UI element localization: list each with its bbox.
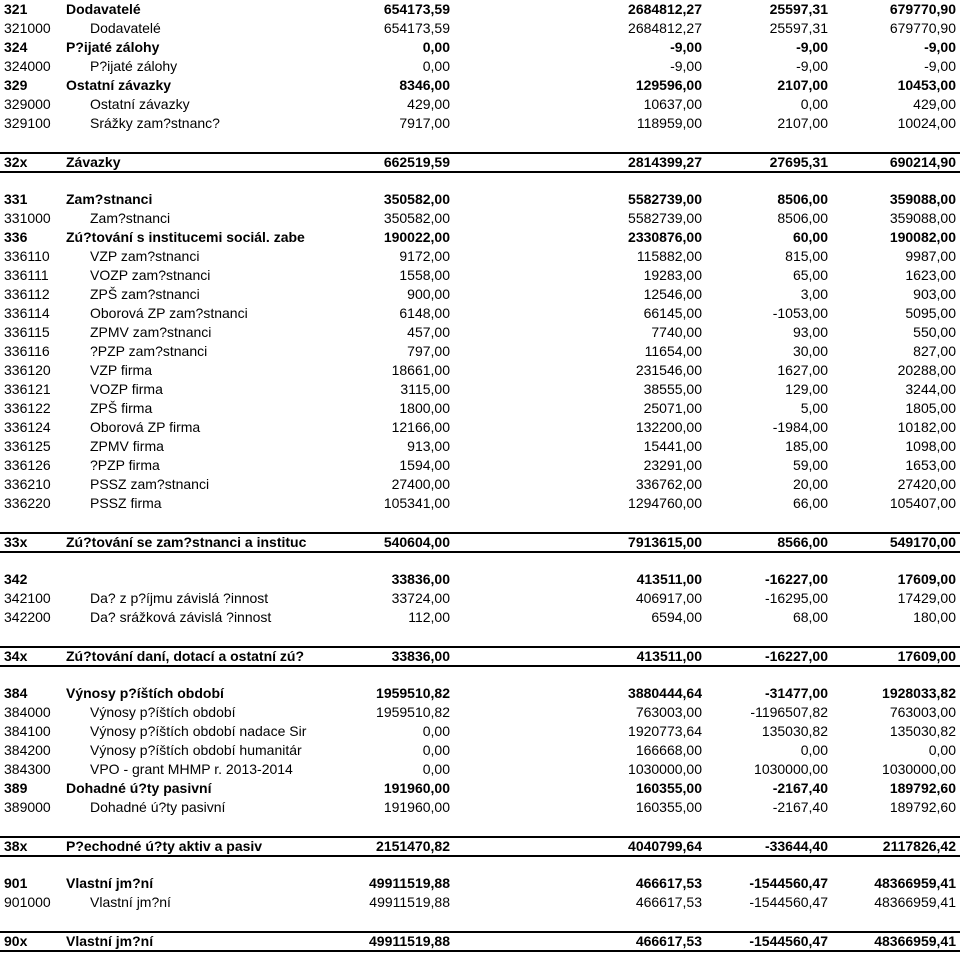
value-col-3: -9,00 [796,58,828,74]
table-row [0,114,960,133]
value-col-1: 8346,00 [399,77,450,93]
value-col-4: -9,00 [924,58,956,74]
account-code: 389000 [4,799,51,815]
account-name: Ostatní závazky [90,96,190,112]
account-name: Vlastní jm?ní [66,875,154,891]
account-code: 321 [4,1,28,17]
value-col-3: -2167,40 [772,799,828,815]
account-code: 342100 [4,590,51,606]
value-col-4: 17429,00 [897,590,956,606]
value-col-4: 189792,60 [889,799,956,815]
value-col-3: 0,00 [800,96,828,112]
value-col-2: 6594,00 [651,609,702,625]
value-col-4: 0,00 [928,742,956,758]
value-col-3: 30,00 [792,343,828,359]
value-col-4: 189792,60 [889,780,956,796]
table-row [0,456,960,475]
table-row [0,361,960,380]
value-col-1: 0,00 [422,723,450,739]
value-col-4: 429,00 [913,96,956,112]
value-col-1: 457,00 [407,324,450,340]
value-col-4: 48366959,41 [874,933,956,949]
value-col-2: 466617,53 [635,894,702,910]
account-name: Zú?tování se zam?stnanci a instituc [66,534,307,550]
value-col-4: 190082,00 [889,229,956,245]
value-col-4: 1030000,00 [882,761,956,777]
value-col-4: 17609,00 [897,648,956,664]
value-col-4: 135030,82 [889,723,956,739]
value-col-1: 49911519,88 [369,894,450,910]
table-row [0,437,960,456]
account-name [66,570,330,589]
group-row [0,190,960,209]
value-col-1: 654173,59 [383,20,450,36]
value-col-2: 336762,00 [635,476,702,492]
account-code: 384 [4,685,28,701]
value-col-3: -2167,40 [772,780,828,796]
account-name: ZPŠ zam?stnanci [90,286,200,302]
table-row [0,760,960,779]
value-col-1: 913,00 [407,438,450,454]
value-col-3: 8506,00 [777,210,828,226]
table-row [0,399,960,418]
value-col-1: 49911519,88 [369,933,450,949]
group-row [0,570,960,589]
value-col-2: 2684812,27 [628,20,702,36]
value-col-1: 654173,59 [383,1,450,17]
value-col-4: 550,00 [913,324,956,340]
account-code: 331000 [4,210,51,226]
value-col-1: 900,00 [407,286,450,302]
value-col-4: 1653,00 [905,457,956,473]
value-col-2: 2330876,00 [628,229,702,245]
account-name: Výnosy p?íštích období humanitár [90,742,302,758]
value-col-2: 19283,00 [643,267,702,283]
value-col-3: 25597,31 [769,1,828,17]
value-col-2: 7913615,00 [628,534,702,550]
account-name: Výnosy p?íštích období nadace Sir [90,723,307,739]
value-col-1: 0,00 [422,761,450,777]
value-col-4: 549170,00 [889,534,956,550]
value-col-2: -9,00 [670,58,702,74]
account-code: 331 [4,191,28,207]
table-row [0,418,960,437]
value-col-2: 160355,00 [635,799,702,815]
value-col-2: 1920773,64 [628,723,702,739]
account-name: Zam?stnanci [90,210,171,226]
account-name: P?ijaté zálohy [66,39,160,55]
value-col-1: 112,00 [408,609,450,625]
value-col-1: 0,00 [422,58,450,74]
value-col-3: -1544560,47 [749,933,828,949]
value-col-4: 1623,00 [905,267,956,283]
value-col-3: -16227,00 [764,571,828,587]
value-col-4: 1098,00 [905,438,956,454]
value-col-3: 66,00 [792,495,828,511]
account-code: 336110 [4,248,50,264]
account-code: 336 [4,229,28,245]
account-code: 384300 [4,761,51,777]
account-name: ?PZP zam?stnanci [90,343,208,359]
value-col-3: 815,00 [785,248,828,264]
value-col-2: 132200,00 [635,419,702,435]
account-name: Výnosy p?íštích období [90,704,236,720]
account-name: Dodavatelé [66,1,141,17]
account-name: VZP firma [90,362,152,378]
account-code: 329000 [4,96,51,112]
value-col-2: 3880444,64 [628,685,702,701]
account-name: ZPMV firma [90,438,164,454]
account-name: VPO - grant MHMP r. 2013-2014 [90,761,293,777]
value-col-3: 0,00 [800,742,828,758]
account-code: 901000 [4,894,51,910]
table-row [0,722,960,741]
account-name: PSSZ zam?stnanci [90,476,210,492]
table-row [0,608,960,627]
value-col-2: 413511,00 [636,571,702,587]
account-name: Zú?tování s institucemi sociál. zabe [66,229,305,245]
account-code: 336124 [4,419,51,435]
value-col-2: 115882,00 [636,248,702,264]
account-name: Zú?tování daní, dotací a ostatní zú? [66,648,305,664]
account-code: 336121 [4,381,51,397]
account-name: Da? z p?íjmu závislá ?innost [90,590,269,606]
account-code: 389 [4,780,28,796]
account-code: 336111 [4,267,49,283]
value-col-2: 23291,00 [643,457,702,473]
value-col-3: 20,00 [792,476,828,492]
account-code: 321000 [4,20,51,36]
account-code: 336120 [4,362,51,378]
account-code: 324 [4,39,28,55]
value-col-2: 2814399,27 [628,154,702,170]
value-col-2: 160355,00 [635,780,702,796]
value-col-4: 5095,00 [905,305,956,321]
value-col-1: 49911519,88 [369,875,450,891]
account-name: VZP zam?stnanci [90,248,200,264]
value-col-3: 8506,00 [777,191,828,207]
value-col-1: 18661,00 [391,362,450,378]
account-name: Výnosy p?íštích období [66,685,224,701]
group-row [0,779,960,798]
value-col-3: 1627,00 [777,362,828,378]
value-col-2: 11654,00 [644,343,702,359]
account-code: 336112 [4,286,50,302]
value-col-2: 406917,00 [635,590,702,606]
value-col-2: 7740,00 [651,324,702,340]
table-row [0,304,960,323]
value-col-4: 48366959,41 [874,875,956,891]
account-name: Srážky zam?stnanc? [90,115,220,131]
value-col-4: 1928033,82 [882,685,956,701]
group-row [0,76,960,95]
account-name: Vlastní jm?ní [66,933,154,949]
account-name: Dodavatelé [90,20,161,36]
value-col-3: 60,00 [792,229,828,245]
account-code: 32x [4,154,28,170]
group-row [0,874,960,893]
value-col-4: 903,00 [913,286,956,302]
value-col-3: 27695,31 [769,154,828,170]
account-code: 342200 [4,609,51,625]
account-code: 336210 [4,476,51,492]
value-col-4: -9,00 [924,39,956,55]
total-row [0,931,960,952]
table-row [0,57,960,76]
value-col-3: 3,00 [800,286,828,302]
value-col-4: 17609,00 [897,571,956,587]
account-code: 384200 [4,742,51,758]
value-col-4: 679770,90 [889,1,956,17]
account-code: 329 [4,77,28,93]
value-col-1: 1959510,82 [376,685,450,701]
value-col-3: -16227,00 [764,648,828,664]
value-col-3: 129,00 [785,381,828,397]
value-col-1: 0,00 [422,39,450,55]
account-code: 336126 [4,457,51,473]
account-name: VOZP zam?stnanci [90,267,211,283]
value-col-1: 2151470,82 [376,838,450,854]
table-row [0,19,960,38]
value-col-1: 33724,00 [391,590,450,606]
value-col-2: 1030000,00 [628,761,702,777]
account-code: 33x [4,534,28,550]
value-col-2: 166668,00 [635,742,702,758]
table-row [0,380,960,399]
value-col-3: 8566,00 [777,534,828,550]
account-code: 329100 [4,115,51,131]
value-col-3: 59,00 [792,457,828,473]
account-code: 336122 [4,400,51,416]
account-name: Oborová ZP zam?stnanci [90,305,248,321]
table-row [0,95,960,114]
account-code: 342 [4,571,28,587]
value-col-2: 466617,53 [635,875,702,891]
value-col-2: 763003,00 [635,704,702,720]
value-col-4: 763003,00 [889,704,956,720]
account-code: 336115 [4,324,50,340]
table-row [0,209,960,228]
value-col-2: 38555,00 [643,381,702,397]
value-col-3: -1196507,82 [750,704,828,720]
value-col-4: 3244,00 [905,381,956,397]
value-col-4: 1805,00 [905,400,956,416]
value-col-1: 350582,00 [383,191,450,207]
value-col-2: 5582739,00 [628,210,702,226]
group-row [0,38,960,57]
value-col-1: 191960,00 [383,799,450,815]
value-col-2: 2684812,27 [628,1,702,17]
value-col-2: 466617,53 [635,933,702,949]
value-col-2: 413511,00 [636,648,702,664]
account-name: PSSZ firma [90,495,162,511]
value-col-2: 231546,00 [635,362,702,378]
group-row [0,684,960,703]
value-col-2: 129596,00 [635,77,702,93]
account-name: VOZP firma [90,381,163,397]
value-col-3: 5,00 [800,400,828,416]
value-col-3: -9,00 [796,39,828,55]
account-code: 336220 [4,495,51,511]
account-code: 901 [4,875,28,891]
value-col-1: 6148,00 [399,305,450,321]
total-row [0,836,960,857]
value-col-4: 10024,00 [897,115,956,131]
value-col-2: -9,00 [670,39,702,55]
account-code: 90x [4,933,28,949]
value-col-2: 4040799,64 [628,838,702,854]
value-col-2: 1294760,00 [628,495,702,511]
value-col-4: 105407,00 [889,495,956,511]
account-name: Da? srážková závislá ?innost [90,609,272,625]
value-col-3: -1984,00 [772,419,828,435]
value-col-3: -1544560,47 [749,894,828,910]
value-col-3: 185,00 [785,438,828,454]
value-col-3: 2107,00 [777,115,828,131]
value-col-1: 9172,00 [399,248,450,264]
account-code: 336114 [4,305,50,321]
value-col-1: 27400,00 [391,476,450,492]
value-col-3: 2107,00 [777,77,828,93]
account-name: ZPŠ firma [90,400,153,416]
account-name: P?echodné ú?ty aktiv a pasiv [66,838,263,854]
value-col-4: 359088,00 [889,210,956,226]
account-name: Dohadné ú?ty pasivní [90,799,226,815]
table-row [0,589,960,608]
table-row [0,475,960,494]
account-name: Vlastní jm?ní [90,894,171,910]
value-col-2: 15441,00 [643,438,702,454]
value-col-4: 10453,00 [897,77,956,93]
account-code: 336116 [4,343,50,359]
value-col-1: 3115,00 [400,381,450,397]
value-col-3: 25597,31 [769,20,828,36]
value-col-3: 135030,82 [761,723,828,739]
value-col-1: 662519,59 [383,154,450,170]
group-row [0,0,960,19]
value-col-1: 1594,00 [399,457,450,473]
table-row [0,247,960,266]
value-col-2: 118959,00 [636,115,702,131]
value-col-3: -1544560,47 [749,875,828,891]
account-name: Ostatní závazky [66,77,172,93]
account-name: Dohadné ú?ty pasivní [66,780,212,796]
value-col-1: 191960,00 [383,780,450,796]
value-col-4: 10182,00 [897,419,956,435]
value-col-2: 5582739,00 [628,191,702,207]
table-row [0,342,960,361]
value-col-4: 359088,00 [889,191,956,207]
account-name: P?ijaté zálohy [90,58,178,74]
value-col-1: 12166,00 [391,419,450,435]
value-col-4: 180,00 [913,609,956,625]
value-col-3: 65,00 [792,267,828,283]
value-col-1: 33836,00 [391,571,450,587]
value-col-4: 20288,00 [897,362,956,378]
value-col-3: -31477,00 [764,685,828,701]
value-col-3: -33644,40 [764,838,828,854]
value-col-3: 93,00 [792,324,828,340]
value-col-2: 25071,00 [643,400,702,416]
total-row [0,152,960,173]
table-row [0,323,960,342]
value-col-4: 827,00 [913,343,956,359]
value-col-1: 429,00 [407,96,450,112]
value-col-1: 7917,00 [399,115,450,131]
value-col-1: 1558,00 [399,267,450,283]
account-code: 384000 [4,704,51,720]
value-col-3: -1053,00 [772,305,828,321]
value-col-2: 10637,00 [643,96,702,112]
value-col-3: 68,00 [792,609,828,625]
account-code: 384100 [4,723,51,739]
value-col-1: 540604,00 [383,534,450,550]
value-col-4: 690214,90 [889,154,956,170]
table-row [0,266,960,285]
value-col-3: 1030000,00 [754,761,828,777]
value-col-4: 679770,90 [889,20,956,36]
account-name: ZPMV zam?stnanci [90,324,212,340]
account-name: Zam?stnanci [66,191,153,207]
value-col-4: 2117826,42 [882,838,956,854]
value-col-2: 66145,00 [643,305,702,321]
account-code: 336125 [4,438,51,454]
group-row [0,228,960,247]
total-row [0,646,960,667]
value-col-1: 350582,00 [383,210,450,226]
value-col-3: -16295,00 [764,590,828,606]
table-row [0,893,960,912]
account-code: 324000 [4,58,51,74]
value-col-1: 33836,00 [391,648,450,664]
table-row [0,285,960,304]
table-row [0,741,960,760]
value-col-4: 48366959,41 [874,894,956,910]
account-code: 34x [4,648,28,664]
total-row [0,532,960,553]
value-col-1: 0,00 [422,742,450,758]
value-col-1: 105341,00 [383,495,450,511]
value-col-1: 797,00 [407,343,450,359]
table-row [0,703,960,722]
table-row [0,798,960,817]
value-col-1: 1959510,82 [376,704,450,720]
value-col-4: 27420,00 [897,476,956,492]
account-code: 38x [4,838,28,854]
value-col-2: 12546,00 [643,286,702,302]
account-name: Závazky [66,154,121,170]
value-col-1: 190022,00 [383,229,450,245]
value-col-4: 9987,00 [905,248,956,264]
account-name: ?PZP firma [90,457,160,473]
account-name: Oborová ZP firma [90,419,201,435]
value-col-1: 1800,00 [399,400,450,416]
table-row [0,494,960,513]
